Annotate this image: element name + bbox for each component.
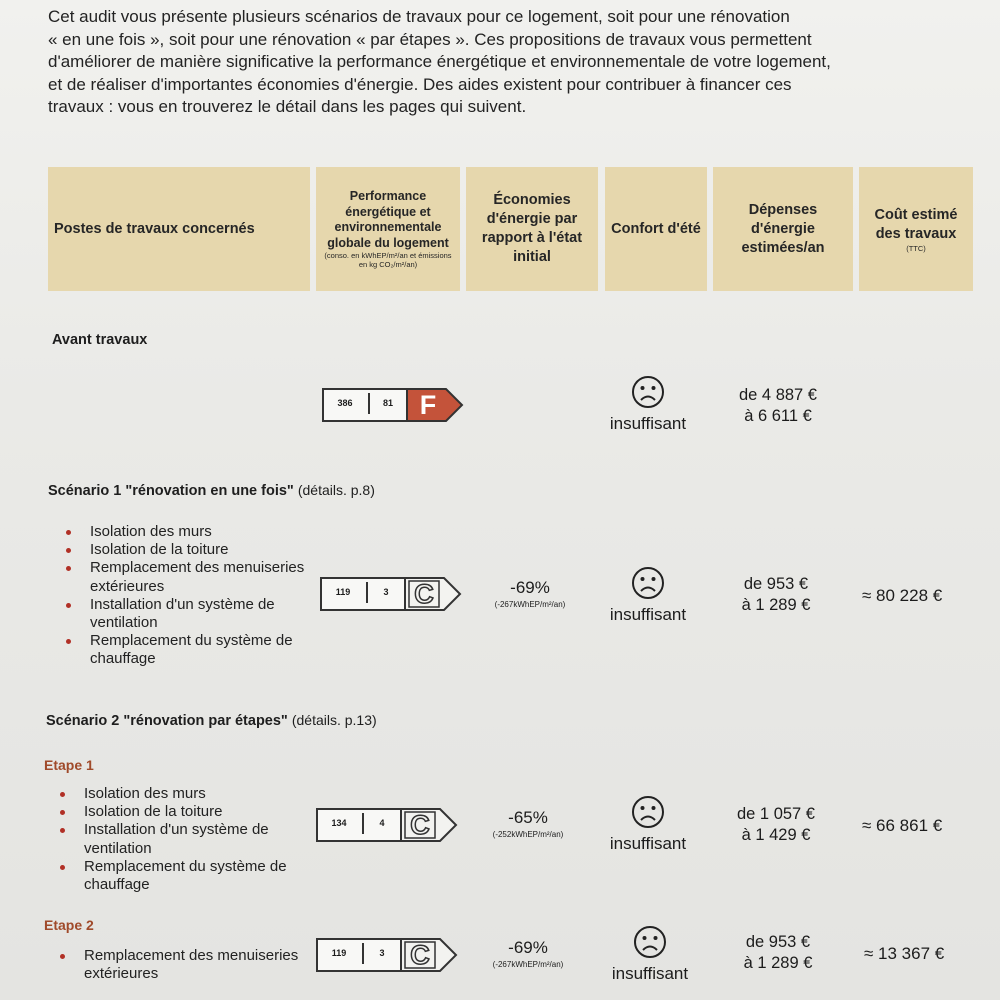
- depenses-min: de 1 057 €: [737, 805, 815, 823]
- header-depenses: [713, 167, 853, 291]
- sad-face-icon: [631, 375, 665, 409]
- header-performance: [316, 167, 460, 291]
- economie-detail: (-267kWhEP/m²/an): [492, 960, 564, 969]
- depenses-min: de 953 €: [745, 933, 811, 951]
- sad-face-icon: [633, 925, 667, 959]
- confort-avant: [598, 375, 698, 434]
- economie-etape1: [468, 808, 588, 839]
- energy-label-conso: 386: [337, 398, 353, 408]
- depenses-max: à 6 611 €: [744, 407, 812, 425]
- list-item: Isolation de la toiture: [84, 803, 299, 821]
- depenses-etape2: [718, 932, 838, 974]
- intro-line: et de réaliser d'importantes économies d'énergie. Des aides existent pour contribuer à financer ces: [48, 74, 792, 94]
- cout-etape1: ≈ 66 861 €: [862, 816, 943, 835]
- energy-class-letter: C: [410, 940, 430, 970]
- list-item: Remplacement du système de chauffage: [90, 632, 305, 668]
- energy-class-letter: C: [414, 579, 434, 609]
- header-economies-label: Économies d'énergie par rapport à l'état initial: [481, 192, 583, 265]
- depenses-avant: [718, 385, 838, 427]
- scenario1-title: [48, 482, 375, 499]
- cout-etape2: ≈ 13 367 €: [864, 944, 945, 963]
- scenario1-works: [90, 523, 305, 669]
- economie-detail: (-267kWhEP/m²/an): [494, 600, 566, 609]
- energy-label-emissions: 3: [379, 948, 385, 958]
- energy-class-letter: F: [419, 390, 437, 420]
- depenses-max: à 1 429 €: [741, 826, 811, 844]
- header-postes-label: Postes de travaux concernés: [54, 221, 255, 237]
- header-cout-note: (TTC): [906, 243, 926, 253]
- confort-text: insuffisant: [611, 964, 689, 983]
- economie-pct: -69%: [510, 578, 550, 597]
- avant-title: Avant travaux: [52, 332, 148, 348]
- etape1-works: [84, 785, 299, 894]
- intro-line: « en une fois », soit pour une rénovation « par étapes ». Ces propositions de travaux vous permettent: [48, 29, 812, 49]
- scenario2-title-text: Scénario 2 "rénovation par étapes": [46, 713, 288, 729]
- header-economies: [466, 167, 598, 291]
- depenses-max: à 1 289 €: [743, 954, 813, 972]
- cout-scenario1: ≈ 80 228 €: [862, 586, 943, 605]
- confort-scenario1: [598, 566, 698, 625]
- list-item: Isolation des murs: [90, 523, 305, 541]
- energy-label-conso: 134: [331, 818, 347, 828]
- depenses-scenario1: [716, 574, 836, 616]
- header-confort-label: Confort d'été: [611, 220, 701, 237]
- economie-etape2: [468, 938, 588, 969]
- header-confort: [605, 167, 707, 291]
- energy-label-conso: 119: [331, 948, 347, 958]
- energy-label-conso: 119: [335, 587, 351, 597]
- list-item: Remplacement des menuiseries extérieures: [84, 947, 299, 983]
- economie-scenario1: [470, 578, 590, 609]
- header-cout-label: Coût estimé des travaux: [874, 206, 958, 242]
- depenses-min: de 953 €: [743, 575, 809, 593]
- header-performance-label: Performance énergétique et environnementale globale du logement: [327, 189, 449, 250]
- economie-detail: (-252kWhEP/m²/an): [492, 830, 564, 839]
- energy-label-emissions: 4: [379, 818, 385, 828]
- scenario1-title-text: Scénario 1 "rénovation en une fois": [48, 483, 294, 499]
- depenses-max: à 1 289 €: [741, 596, 811, 614]
- energy-label-emissions: 81: [382, 398, 393, 408]
- header-depenses-label: Dépenses d'énergie estimées/an: [741, 201, 825, 256]
- list-item: Installation d'un système de ventilation: [90, 596, 305, 632]
- scenario2-title: [46, 712, 377, 729]
- intro-line: Cet audit vous présente plusieurs scénarios de travaux pour ce logement, soit pour une rénovation: [48, 7, 790, 26]
- economie-pct: -65%: [508, 808, 548, 827]
- sad-face-icon: [631, 566, 665, 600]
- etape2-works: [84, 947, 299, 983]
- list-item: Installation d'un système de ventilation: [84, 821, 299, 857]
- list-item: Remplacement du système de chauffage: [84, 858, 299, 894]
- scenario1-details: (détails. p.8): [297, 482, 375, 498]
- confort-etape1: [598, 795, 698, 854]
- list-item: Isolation de la toiture: [90, 541, 305, 559]
- confort-text: insuffisant: [609, 414, 687, 433]
- etape1-title: Etape 1: [44, 757, 94, 773]
- intro-paragraph: [48, 6, 968, 119]
- energy-label-emissions: 3: [383, 587, 389, 597]
- etape2-title: Etape 2: [44, 917, 94, 933]
- confort-text: insuffisant: [609, 834, 687, 853]
- energy-class-letter: C: [410, 810, 430, 840]
- confort-etape2: [600, 925, 700, 984]
- intro-line: travaux : vous en trouverez le détail dans les pages qui suivent.: [48, 97, 527, 116]
- header-postes: [48, 167, 310, 291]
- list-item: Remplacement des menuiseries extérieures: [90, 559, 305, 595]
- depenses-min: de 4 887 €: [739, 386, 817, 404]
- confort-text: insuffisant: [609, 605, 687, 624]
- list-item: Isolation des murs: [84, 785, 299, 803]
- sad-face-icon: [631, 795, 665, 829]
- depenses-etape1: [716, 804, 836, 846]
- header-performance-note: (conso. en kWhEP/m²/an et émissions en kg CO₂/m²/an): [324, 251, 452, 269]
- economie-pct: -69%: [508, 938, 548, 957]
- header-cout: [859, 167, 973, 291]
- intro-line: d'améliorer de manière significative la performance énergétique et environnementale de votre logement,: [48, 52, 831, 71]
- scenario2-details: (détails. p.13): [291, 712, 377, 728]
